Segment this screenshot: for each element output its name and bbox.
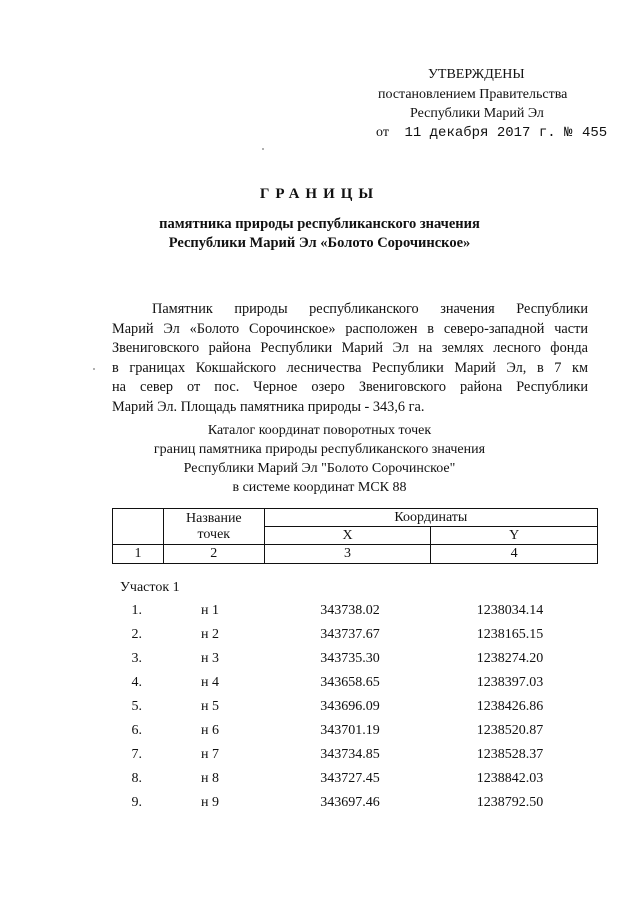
catalog-title-line-1: Каталог координат поворотных точек (207, 423, 432, 438)
point-name: н 2 (201, 627, 219, 642)
table-row (0, 699, 639, 719)
paragraph-line: Звениговского района Республики Марий Эл на землях лесного фонда (112, 340, 588, 356)
name-header-line-1: Название (185, 510, 242, 526)
y-value: 1238528.37 (476, 747, 544, 762)
point-name: н 6 (201, 723, 219, 738)
point-name: н 7 (201, 747, 219, 762)
table-row (0, 795, 639, 815)
x-value: 343701.19 (320, 723, 380, 738)
point-name: н 8 (201, 771, 219, 786)
table-row (0, 627, 639, 647)
row-number: 9. (131, 795, 142, 810)
row-number: 8. (131, 771, 142, 786)
point-name: н 3 (201, 651, 219, 666)
y-value: 1238792.50 (476, 795, 544, 810)
table-row (0, 771, 639, 791)
description-paragraph (112, 300, 588, 417)
catalog-title-line-3: Республики Марий Эл "Болото Сорочинское" (183, 461, 456, 476)
approval-number: 455 (581, 125, 608, 141)
approval-heading: УТВЕРЖДЕНЫ (428, 67, 525, 82)
row-number: 1. (131, 603, 142, 618)
point-name: н 9 (201, 795, 219, 810)
table-row (0, 651, 639, 671)
y-header: Y (431, 527, 598, 545)
paragraph-line: Марий Эл «Болото Сорочинское» расположен в северо-западной части (112, 320, 588, 337)
document-title: ГРАНИЦЫ (259, 186, 380, 202)
y-value: 1238034.14 (476, 603, 544, 618)
scan-speck (93, 368, 95, 370)
approval-date: 11 декабря 2017 г. № (404, 125, 573, 141)
col-number-2: 2 (163, 545, 264, 564)
y-value: 1238842.03 (476, 771, 544, 786)
x-header: X (264, 527, 431, 545)
coordinates-header: Координаты (264, 509, 597, 527)
row-number: 2. (131, 627, 142, 642)
col-number-4: 4 (431, 545, 598, 564)
table-row (0, 675, 639, 695)
x-value: 343696.09 (320, 699, 380, 714)
paragraph-line: Памятник природы республиканского значения Республики (152, 301, 588, 317)
paragraph-line: в границах Кокшайского лесничества Республики Марий Эл, в 7 км (112, 359, 588, 376)
table-row (0, 603, 639, 623)
x-value: 343735.30 (320, 651, 380, 666)
x-value: 343697.46 (320, 795, 380, 810)
row-number: 5. (131, 699, 142, 714)
y-value: 1238426.86 (476, 699, 544, 714)
row-number: 3. (131, 651, 142, 666)
name-header-line-2: точек (197, 526, 231, 542)
catalog-title-line-2: границ памятника природы республиканского значения (153, 442, 486, 457)
row-number: 6. (131, 723, 142, 738)
x-value: 343734.85 (320, 747, 380, 762)
point-name: н 5 (201, 699, 219, 714)
approval-prefix: от (376, 125, 389, 140)
row-number: 4. (131, 675, 142, 690)
col-number-3: 3 (264, 545, 431, 564)
table-row (0, 747, 639, 767)
subtitle-line-1: памятника природы республиканского значения (159, 216, 480, 232)
y-value: 1238397.03 (476, 675, 544, 690)
point-name: н 4 (201, 675, 219, 690)
x-value: 343658.65 (320, 675, 380, 690)
section-label: Участок 1 (120, 580, 180, 595)
paragraph-line: на север от пос. Черное озеро Звениговского района Республики (112, 379, 588, 395)
subtitle-line-2: Республики Марий Эл «Болото Сорочинское» (168, 235, 471, 251)
catalog-title-line-4: в системе координат МСК 88 (232, 480, 407, 495)
approval-date-line (376, 123, 607, 143)
col-number-1: 1 (113, 545, 164, 564)
x-value: 343737.67 (320, 627, 380, 642)
table-row (0, 723, 639, 743)
y-value: 1238520.87 (476, 723, 544, 738)
name-header-cell (163, 509, 264, 545)
x-value: 343738.02 (320, 603, 380, 618)
scan-speck (262, 148, 264, 150)
y-value: 1238274.20 (476, 651, 544, 666)
x-value: 343727.45 (320, 771, 380, 786)
row-number: 7. (131, 747, 142, 762)
num-header-cell (113, 509, 164, 545)
point-name: н 1 (201, 603, 219, 618)
approval-republic: Республики Марий Эл (410, 106, 544, 121)
paragraph-line: Марий Эл. Площадь памятника природы - 343,6 га. (112, 398, 425, 415)
y-value: 1238165.15 (476, 627, 544, 642)
coordinates-table-header (112, 508, 598, 564)
approval-resolution: постановлением Правительства (378, 87, 568, 102)
